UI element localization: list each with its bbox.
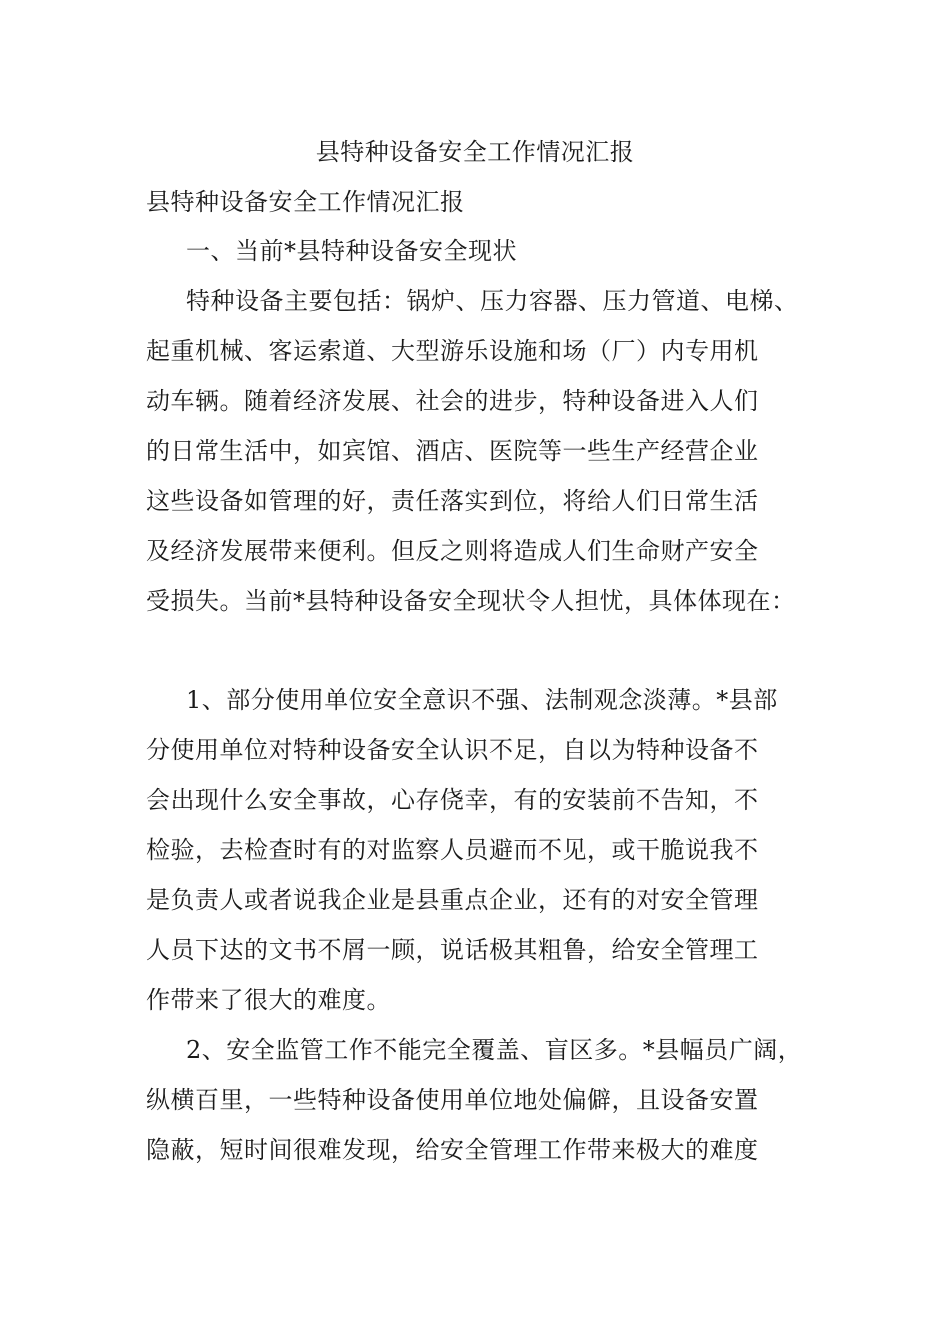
paragraph-line: 纵横百里，一些特种设备使用单位地处偏僻，且设备安置 bbox=[146, 1086, 759, 1114]
paragraph-line: 2、安全监管工作不能完全覆盖、盲区多。*县幅员广阔， bbox=[186, 1036, 803, 1064]
paragraph-line: 隐蔽，短时间很难发现，给安全管理工作带来极大的难度 bbox=[146, 1136, 759, 1164]
paragraph-line: 人员下达的文书不屑一顾，说话极其粗鲁，给安全管理工 bbox=[146, 936, 759, 964]
document-subtitle: 县特种设备安全工作情况汇报 bbox=[146, 188, 465, 216]
paragraph-line: 及经济发展带来便利。但反之则将造成人们生命财产安全 bbox=[146, 537, 759, 565]
document-title: 县特种设备安全工作情况汇报 bbox=[315, 138, 635, 166]
paragraph-line: 特种设备主要包括：锅炉、压力容器、压力管道、电梯、 bbox=[186, 287, 799, 315]
section-heading: 一、当前*县特种设备安全现状 bbox=[186, 237, 517, 265]
paragraph-line: 动车辆。随着经济发展、社会的进步，特种设备进入人们 bbox=[146, 387, 759, 415]
paragraph-line: 检验，去检查时有的对监察人员避而不见，或干脆说我不 bbox=[146, 836, 759, 864]
paragraph-line: 1、部分使用单位安全意识不强、法制观念淡薄。*县部 bbox=[186, 686, 778, 714]
paragraph-line: 起重机械、客运索道、大型游乐设施和场（厂）内专用机 bbox=[146, 337, 759, 365]
paragraph-line: 受损失。当前*县特种设备安全现状令人担忧，具体体现在： bbox=[146, 587, 796, 615]
paragraph-line: 分使用单位对特种设备安全认识不足，自以为特种设备不 bbox=[146, 736, 759, 764]
paragraph-line: 是负责人或者说我企业是县重点企业，还有的对安全管理 bbox=[146, 886, 759, 914]
paragraph-line: 这些设备如管理的好，责任落实到位，将给人们日常生活 bbox=[146, 487, 759, 515]
paragraph-line: 的日常生活中，如宾馆、酒店、医院等一些生产经营企业 bbox=[146, 437, 759, 465]
paragraph-line: 会出现什么安全事故，心存侥幸，有的安装前不告知，不 bbox=[146, 786, 759, 814]
paragraph-line: 作带来了很大的难度。 bbox=[146, 986, 391, 1014]
